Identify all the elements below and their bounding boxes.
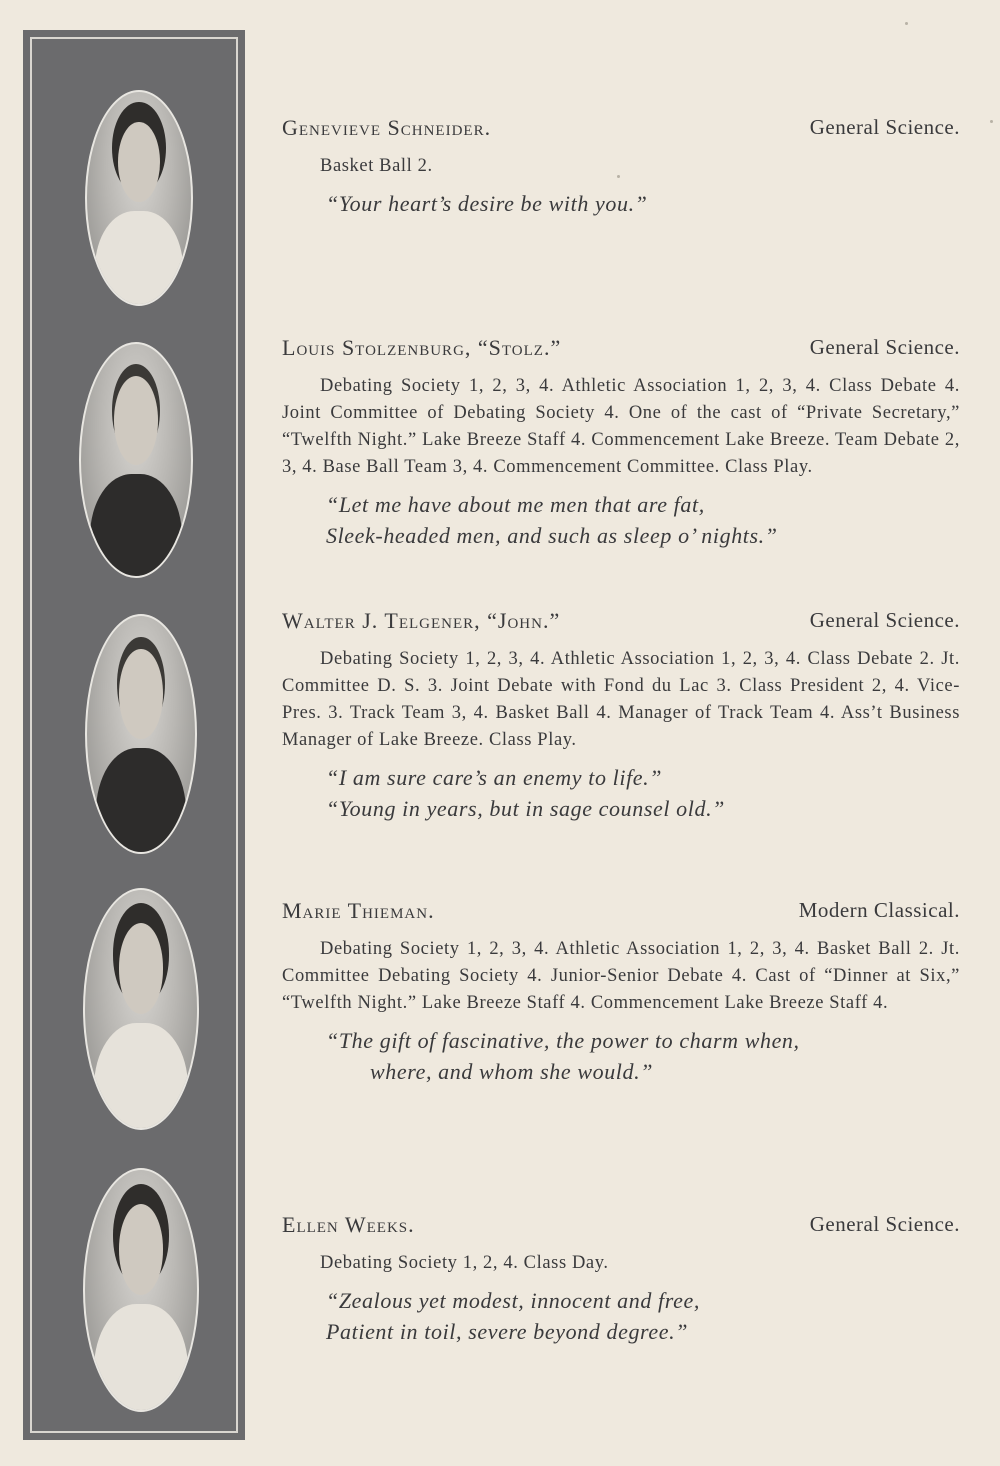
student-name: Genevieve Schneider. <box>282 115 492 140</box>
entry-genevieve-schneider <box>282 115 960 219</box>
activity-record: Debating Society 1, 2, 3, 4. Athletic Association 1, 2, 3, 4. Class Debate 2. Jt. Committee D. S. 3. Joint Debate with Fond du Lac 3. Class President 2, 4. Vice-Pres. 3. Track Team 3, 4. Basket Ball 4. Manager of Track Team 4. Ass’t Business Manager of Lake Breeze. Class Play. <box>282 649 960 750</box>
quote <box>282 1025 960 1087</box>
paper-speck <box>905 22 908 25</box>
quote <box>282 762 960 824</box>
quote-line: where, and whom she would.” <box>370 1059 654 1084</box>
entry-marie-thieman <box>282 898 960 1087</box>
quote-line: Patient in toil, severe beyond degree.” <box>326 1319 689 1344</box>
entry-walter-telgener <box>282 608 960 824</box>
course-name: General Science. <box>809 608 960 632</box>
entry-header <box>282 1212 960 1242</box>
portrait-walter-telgener <box>85 614 197 854</box>
entry-header <box>282 898 960 928</box>
quote-line: “Zealous yet modest, innocent and free, <box>326 1288 700 1313</box>
activity-record: Debating Society 1, 2, 4. Class Day. <box>320 1253 609 1273</box>
course-name: General Science. <box>809 335 960 359</box>
quote <box>282 489 960 551</box>
portrait-genevieve-schneider <box>85 90 193 306</box>
entry-ellen-weeks <box>282 1212 960 1347</box>
activity-record: Debating Society 1, 2, 3, 4. Athletic Association 1, 2, 3, 4. Basket Ball 2. Jt. Committee Debating Society 4. Junior-Senior Debate 4. Cast of “Dinner at Six,” “Twelfth Night.” Lake Breeze Staff 4. Commencement Lake Breeze Staff 4. <box>282 939 960 1013</box>
activity-record: Basket Ball 2. <box>320 156 433 176</box>
student-name: Ellen Weeks. <box>282 1212 415 1237</box>
portrait-ellen-weeks <box>83 1168 199 1412</box>
course-name: Modern Classical. <box>798 898 960 922</box>
portrait-louis-stolzenburg <box>79 342 193 578</box>
quote <box>282 188 960 219</box>
portrait-strip <box>23 30 245 1440</box>
paper-speck <box>990 120 993 123</box>
entry-louis-stolzenburg <box>282 335 960 551</box>
quote-line: “I am sure care’s an enemy to life.” <box>326 765 663 790</box>
student-name: Walter J. Telgener, “John.” <box>282 608 561 633</box>
quote-line: “Let me have about me men that are fat, <box>326 492 705 517</box>
course-name: General Science. <box>809 115 960 139</box>
paper-speck <box>617 175 620 178</box>
quote-line: “The gift of fascinative, the power to charm when, <box>326 1028 800 1053</box>
quote-line: “Your heart’s desire be with you.” <box>326 191 648 216</box>
entry-header <box>282 608 960 638</box>
entry-header <box>282 335 960 365</box>
student-name: Louis Stolzenburg, “Stolz.” <box>282 335 562 360</box>
quote-line: Sleek-headed men, and such as sleep o’ nights.” <box>326 523 778 548</box>
portrait-marie-thieman <box>83 888 199 1130</box>
student-name: Marie Thieman. <box>282 898 435 923</box>
course-name: General Science. <box>809 1212 960 1236</box>
activity-record: Debating Society 1, 2, 3, 4. Athletic Association 1, 2, 3, 4. Class Debate 4. Joint Committee of Debating Society 4. One of the cast of “Private Secretary,” “Twelfth Night.” Lake Breeze Staff 4. Commencement Lake Breeze. Team Debate 2, 3, 4. Base Ball Team 3, 4. Commencement Committee. Class Play. <box>282 376 960 477</box>
quote <box>282 1285 960 1347</box>
entry-header <box>282 115 960 145</box>
quote-line: “Young in years, but in sage counsel old.” <box>326 796 726 821</box>
